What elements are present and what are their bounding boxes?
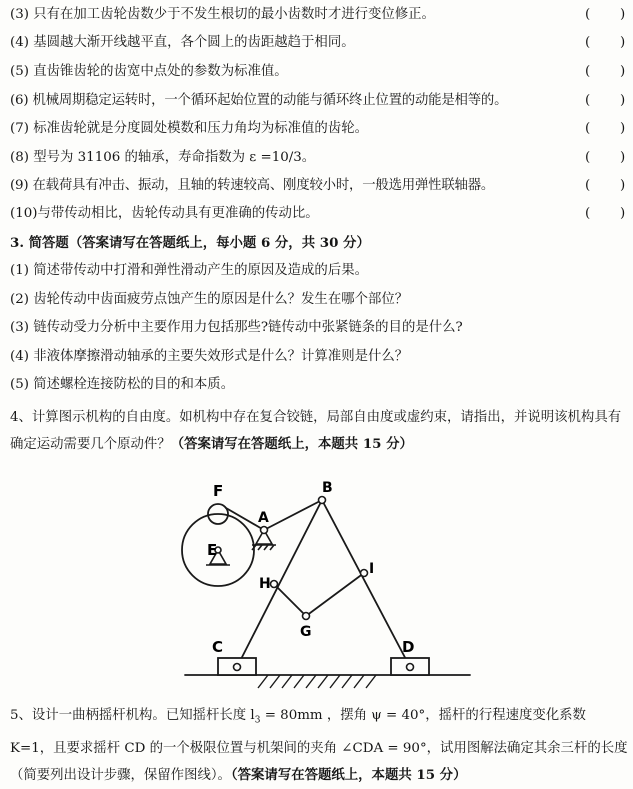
tf-item-3 xyxy=(10,4,626,26)
section-3-heading: 3. 简答题（答案请写在答题纸上，每小题 6 分，共 30 分） xyxy=(10,235,370,251)
item-text: 标准齿轮就是分度圆处模数和压力角均为标准值的齿轮。 xyxy=(33,121,368,136)
question-5-text-1: 5、设计一曲柄摇杆机构。已知摇杆长度 l xyxy=(10,708,255,723)
label-e: E xyxy=(207,541,218,559)
joint-d xyxy=(407,664,414,671)
mechanism-diagram xyxy=(0,470,633,690)
tf-item-10 xyxy=(10,203,626,225)
link-bd xyxy=(322,500,410,667)
joint-i xyxy=(361,570,368,577)
label-i: I xyxy=(369,561,375,577)
item-text: 基圆越大渐开线越平直，各个圆上的齿距越趋于相同。 xyxy=(33,35,355,50)
answer-parentheses: ( ) xyxy=(585,93,626,108)
item-text: 型号为 31106 的轴承，寿命指数为 ε =10/3。 xyxy=(33,150,316,165)
tf-item-6 xyxy=(10,90,626,112)
subscript-3: 3 xyxy=(254,715,261,726)
label-f: F xyxy=(213,482,224,500)
question-5 xyxy=(10,702,628,789)
answer-parentheses: ( ) xyxy=(585,64,626,79)
link-ig xyxy=(306,573,364,616)
short-answer-item-4: (4) 非液体摩擦滑动轴承的主要失效形式是什么？计算准则是什么？ xyxy=(10,349,409,364)
item-number: (4) xyxy=(10,35,29,50)
item-number: (8) xyxy=(10,150,29,165)
tf-item-5 xyxy=(10,61,626,83)
item-number: (3) xyxy=(10,7,29,22)
label-h: H xyxy=(259,576,271,592)
label-d: D xyxy=(402,638,415,656)
question-4 xyxy=(10,405,625,458)
tf-item-8 xyxy=(10,147,626,169)
label-g: G xyxy=(300,624,312,640)
item-number: (6) xyxy=(10,93,29,108)
joint-a xyxy=(261,527,268,534)
joint-h xyxy=(271,581,278,588)
item-number: (7) xyxy=(10,121,29,136)
item-number: (10) xyxy=(10,206,38,221)
ground-hatching xyxy=(258,675,376,688)
link-ab xyxy=(264,500,322,530)
label-a: A xyxy=(258,510,269,526)
answer-parentheses: ( ) xyxy=(585,206,626,221)
item-text: 只有在加工齿轮齿数少于不发生根切的最小齿数时才进行变位修正。 xyxy=(33,7,435,22)
answer-parentheses: ( ) xyxy=(585,178,626,193)
item-text: 在载荷具有冲击、振动，且轴的转速较高、刚度较小时，一般选用弹性联轴器。 xyxy=(32,178,495,193)
label-c: C xyxy=(212,638,224,656)
question-4-note: （答案请写在答题纸上，本题共 15 分） xyxy=(170,436,413,452)
question-4-text: 4、计算图示机构的自由度。如机构中存在复合铰链，局部自由度或虚约束，请指出，并说明该机构具有确定运动需要几个原动件？ xyxy=(10,410,622,452)
short-answer-item-3: (3) 链传动受力分析中主要作用力包括那些?链传动中张紧链条的目的是什么? xyxy=(10,320,463,335)
answer-parentheses: ( ) xyxy=(585,121,626,136)
tf-item-7 xyxy=(10,118,626,140)
link-hg xyxy=(274,584,306,616)
tf-item-4 xyxy=(10,32,626,54)
answer-parentheses: ( ) xyxy=(585,150,626,165)
item-number: (5) xyxy=(10,64,29,79)
short-answer-item-1: (1) 简述带传动中打滑和弹性滑动产生的原因及造成的后果。 xyxy=(10,263,368,278)
item-number: (9) xyxy=(10,178,29,193)
short-answer-item-2: (2) 齿轮传动中齿面疲劳点蚀产生的原因是什么？发生在哪个部位？ xyxy=(10,292,409,307)
item-text: 直齿锥齿轮的齿宽中点处的参数为标准值。 xyxy=(33,64,288,79)
answer-parentheses: ( ) xyxy=(585,7,626,22)
item-text: 机械周期稳定运转时，一个循环起始位置的动能与循环终止位置的动能是相等的。 xyxy=(32,93,508,108)
link-bc xyxy=(237,500,322,667)
joint-b xyxy=(319,497,326,504)
tf-item-9 xyxy=(10,175,626,197)
answer-parentheses: ( ) xyxy=(585,35,626,50)
joint-c xyxy=(234,664,241,671)
joint-g xyxy=(303,613,310,620)
short-answer-item-5: (5) 简述螺栓连接防松的目的和本质。 xyxy=(10,377,235,392)
question-5-note: （答案请写在答题纸上，本题共 15 分） xyxy=(230,766,467,783)
label-b: B xyxy=(322,480,333,496)
item-text: 与带传动相比，齿轮传动具有更准确的传动比。 xyxy=(37,206,319,221)
question-5-text-2: = 80mm ，摆角 ψ = 40°，摇杆的行程速度变化系数 K=1，且要求摇杆 CD 的一个极限位置与机架间的夹角 ∠CDA = 90°，试用图解法确定其余三杆的长度（简要列出设计步骤，保留作图线）。 xyxy=(10,708,628,783)
